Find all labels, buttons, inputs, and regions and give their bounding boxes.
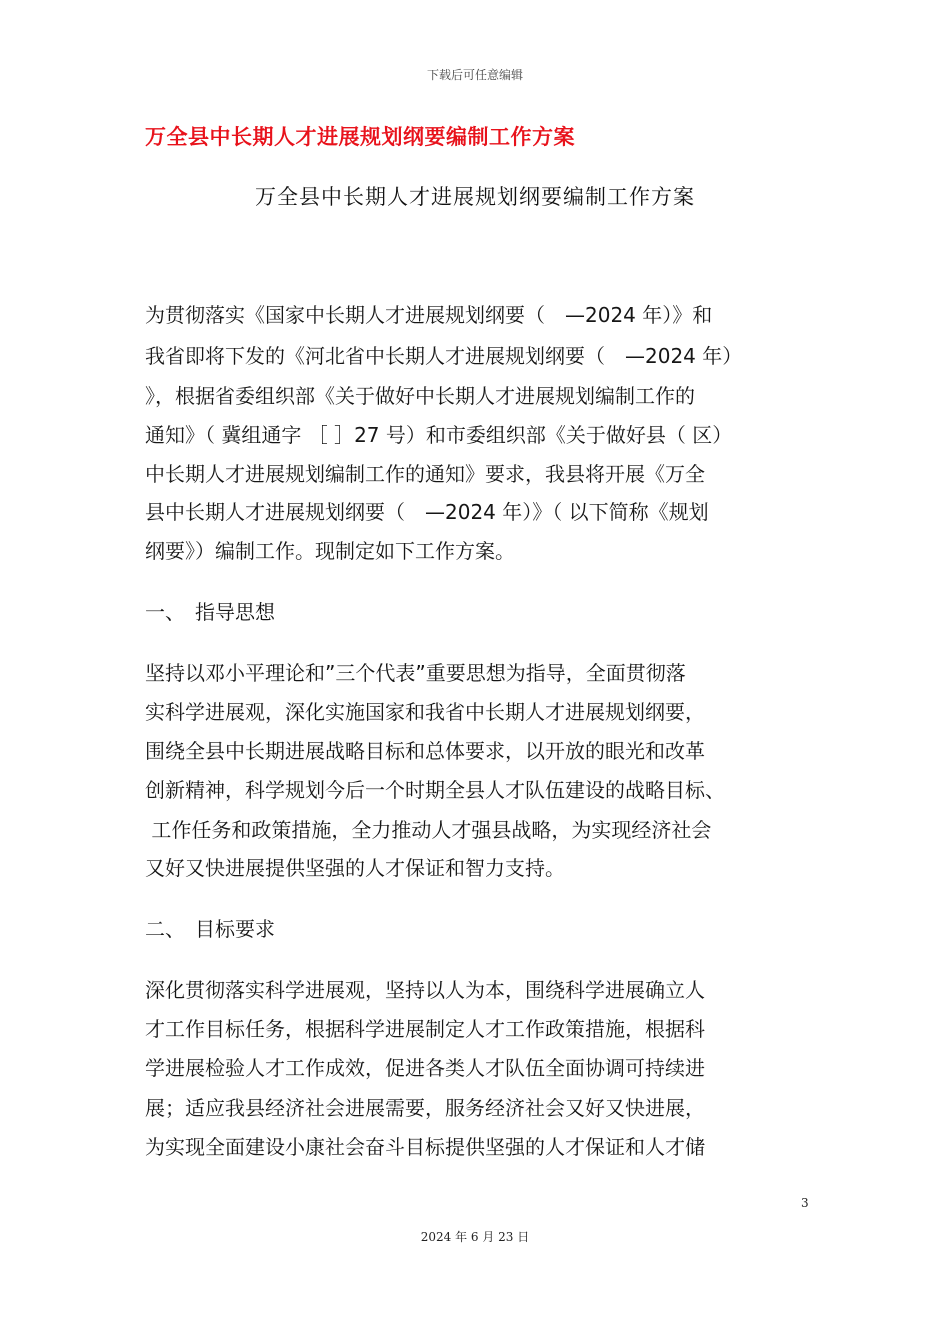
section2-line-4: 展；适应我县经济社会进展需要，服务经济社会又好又快进展， <box>145 1096 705 1120</box>
intro-line-7: 纲要》）编制工作。现制定如下工作方案。 <box>145 539 515 563</box>
document-title: 万全县中长期人才进展规划纲要编制工作方案 <box>255 185 695 209</box>
intro-line-3: 》，根据省委组织部《关于做好中长期人才进展规划编制工作的 <box>145 384 695 408</box>
section2-line-5: 为实现全面建设小康社会奋斗目标提供坚强的人才保证和人才储 <box>145 1135 705 1159</box>
section1-line-1: 坚持以邓小平理论和”三个代表”重要思想为指导，全面贯彻落 <box>145 661 686 685</box>
intro-line-4: 通知》（ 冀组通字 ［ ］27 号）和市委组织部《关于做好县（ 区） <box>145 423 733 447</box>
section2-line-2: 才工作目标任务，根据科学进展制定人才工作政策措施，根据科 <box>145 1017 705 1041</box>
header-note: 下载后可任意编辑 <box>426 68 523 82</box>
section1-line-5: 工作任务和政策措施，全力推动人才强县战略，为实现经济社会 <box>145 818 712 842</box>
red-title: 万全县中长期人才进展规划纲要编制工作方案 <box>145 125 575 149</box>
section-heading-guiding-ideology: 一、 指导思想 <box>145 600 275 624</box>
section2-line-1: 深化贯彻落实科学进展观，坚持以人为本，围绕科学进展确立人 <box>145 978 705 1002</box>
intro-line-2: 我省即将下发的《河北省中长期人才进展规划纲要（ —2024 年） <box>145 344 743 368</box>
section1-line-2: 实科学进展观，深化实施国家和我省中长期人才进展规划纲要， <box>145 700 705 724</box>
intro-line-5: 中长期人才进展规划编制工作的通知》要求，我县将开展《万全 <box>145 462 705 486</box>
section1-line-6: 又好又快进展提供坚强的人才保证和智力支持。 <box>145 856 565 880</box>
intro-line-1: 为贯彻落实《国家中长期人才进展规划纲要（ —2024 年）》和 <box>145 303 713 327</box>
section-heading-goals: 二、 目标要求 <box>145 917 275 941</box>
section1-line-3: 围绕全县中长期进展战略目标和总体要求，以开放的眼光和改革 <box>145 739 705 763</box>
page-number: 3 <box>801 1196 809 1210</box>
footer-date: 2024 年 6 月 23 日 <box>420 1230 530 1244</box>
section2-line-3: 学进展检验人才工作成效，促进各类人才队伍全面协调可持续进 <box>145 1056 705 1080</box>
intro-line-6: 县中长期人才进展规划纲要（ —2024 年）》（ 以下简称《规划 <box>145 500 709 524</box>
section1-line-4: 创新精神，科学规划今后一个时期全县人才队伍建设的战略目标、 <box>145 778 725 802</box>
